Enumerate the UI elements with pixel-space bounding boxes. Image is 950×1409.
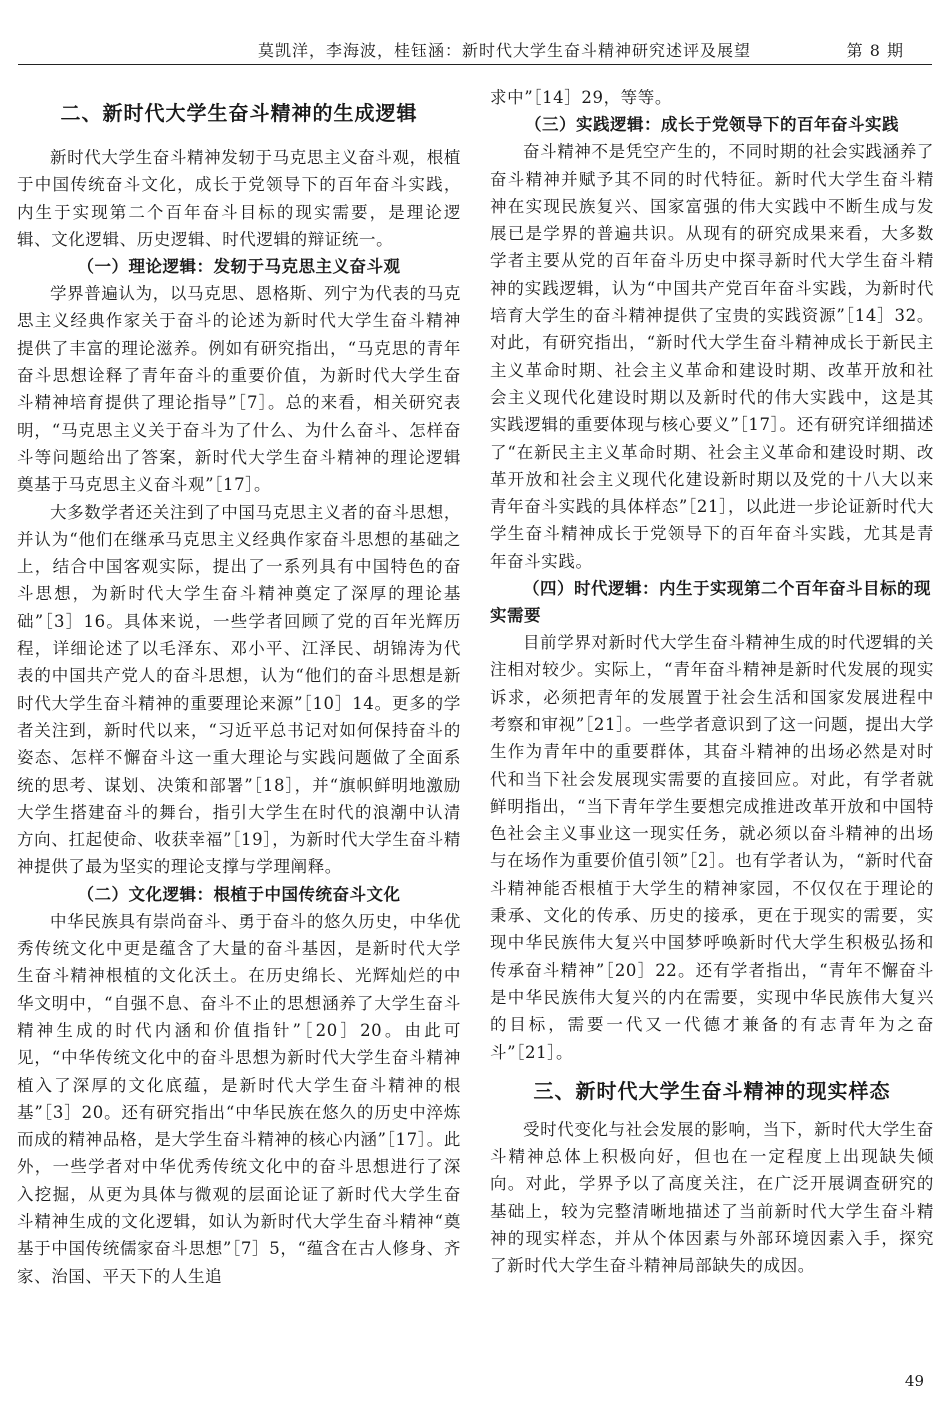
paragraph-6: 受时代变化与社会发展的影响，当下，新时代大学生奋斗精神总体上积极向好，但也在一定程度上出现缺失倾向。对此，学界予以了高度关注，在广泛开展调查研究的基础上，较为完整清晰地描述了当前新时代大学生奋斗精神的现实样态，并从个体因素与外部环境因素入手，探究了新时代大学生奋斗精神局部缺失的成因。	[490, 1119, 934, 1276]
running-title: 莫凯洋，李海波，桂钰涵：新时代大学生奋斗精神研究述评及展望	[258, 41, 752, 60]
right-column	[490, 84, 934, 1280]
paragraph-2: 大多数学者还关注到了中国马克思主义者的奋斗思想，并认为“他们在继承马克思主义经典作家奋斗思想的基础之上，结合中国客观实际，提出了一系列具有中国特色的奋斗思想，为新时代大学生奋斗精神奠定了深厚的理论基础”［3］16。具体来说，一些学者回顾了党的百年光辉历程，详细论述了以毛泽东、邓小平、江泽民、胡锦涛为代表的中国共产党人的奋斗思想，认为“他们的奋斗思想是新时代大学生奋斗精神的重要理论来源”［10］14。更多的学者关注到，新时代以来，“习近平总书记对如何保持奋斗的姿态、怎样不懈奋斗这一重大理论与实践问题做了全面系统的思考、谋划、决策和部署”［18］，并“旗帜鲜明地激励大学生搭建奋斗的舞台，指引大学生在时代的浪潮中认清方向、扛起使命、收获幸福”［19］，为新时代大学生奋斗精神提供了最为坚实的理论支撑与学理阐释。	[17, 502, 461, 877]
paragraph-intro: 新时代大学生奋斗精神发轫于马克思主义奋斗观，根植于中国传统奋斗文化，成长于党领导下的百年奋斗实践，内生于实现第二个百年奋斗目标的现实需要，是理论逻辑、文化逻辑、历史逻辑、时代逻辑的辩证统一。	[17, 148, 461, 249]
subsection-title-2: （二）文化逻辑：根植于中国传统奋斗文化	[77, 884, 401, 904]
subsection-title-1: （一）理论逻辑：发轫于马克思主义奋斗观	[77, 257, 401, 277]
subsection-title-4: （四）时代逻辑：内生于实现第二个百年奋斗目标的现实需要	[490, 579, 931, 626]
page-number: 49	[904, 1372, 924, 1390]
paragraph-3: 中华民族具有崇尚奋斗、勇于奋斗的悠久历史，中华优秀传统文化中更是蕴含了大量的奋斗基因，是新时代大学生奋斗精神根植的文化沃土。在历史绵长、光辉灿烂的中华文明中，“自强不息、奋斗不止的思想涵养了大学生奋斗精神生成的时代内涵和价值指针”［20］20。由此可见，“中华传统文化中的奋斗思想为新时代大学生奋斗精神植入了深厚的文化底蕴，是新时代大学生奋斗精神的根基”［3］20。还有研究指出“中华民族在悠久的历史中淬炼而成的精神品格，是大学生奋斗精神的核心内涵”［17］。此外，一些学者对中华优秀传统文化中的奋斗思想进行了深入挖掘，从更为具体与微观的层面论证了新时代大学生奋斗精神生成的文化逻辑，如认为新时代大学生奋斗精神“奠基于中国传统儒家奋斗思想”［7］5，“蕴含在古人修身、齐家、治国、平天下的人生追	[17, 911, 461, 1286]
running-header	[18, 30, 932, 65]
subsection-title-3: （三）实践逻辑：成长于党领导下的百年奋斗实践	[525, 115, 899, 135]
section-title-2: 二、新时代大学生奋斗精神的生成逻辑	[60, 101, 418, 125]
section-title-3: 三、新时代大学生奋斗精神的现实样态	[533, 1078, 891, 1103]
paragraph-continued: 求中”［14］29，等等。	[490, 88, 672, 107]
paragraph-5: 目前学界对新时代大学生奋斗精神生成的时代逻辑的关注相对较少。实际上，“青年奋斗精神是新时代发展的现实诉求，必须把青年的发展置于社会生活和国家发展进程中考察和审视”［21］。一些学者意识到了这一问题，提出大学生作为青年中的重要群体，其奋斗精神的出场必然是对时代和当下社会发展现实需要的直接回应。对此，有学者就鲜明指出，“当下青年学生要想完成推进改革开放和中国特色社会主义事业这一现实任务，就必须以奋斗精神的出场与在场作为重要价值引领”［2］。也有学者认为，“新时代奋斗精神能否根植于大学生的精神家园，不仅仅在于理论的秉承、文化的传承、历史的接承，更在于现实的需要，实现中华民族伟大复兴中国梦呼唤新时代大学生积极弘扬和传承奋斗精神”［20］22。还有学者指出，“青年不懈奋斗是中华民族伟大复兴的内在需要，实现中华民族伟大复兴的目标，需要一代又一代德才兼备的有志青年为之奋斗”［21］。	[490, 633, 934, 1062]
paragraph-4: 奋斗精神不是凭空产生的，不同时期的社会实践涵养了奋斗精神并赋予其不同的时代特征。新时代大学生奋斗精神在实现民族复兴、国家富强的伟大实践中不断生成与发展已是学界的普遍共识。从现有的研究成果来看，大多数学者主要从党的百年奋斗历史中探寻新时代大学生奋斗精神的实践逻辑，认为“中国共产党百年奋斗实践，为新时代培育大学生的奋斗精神提供了宝贵的实践资源”［14］32。对此，有研究指出，“新时代大学生奋斗精神成长于新民主主义革命时期、社会主义革命和建设时期、改革开放和社会主义现代化建设时期以及新时代的伟大实践中，这是其实践逻辑的重要体现与核心要义”［17］。还有研究详细描述了“在新民主主义革命时期、社会主义革命和建设时期、改革开放和社会主义现代化建设新时期以及党的十八大以来青年奋斗实践的具体样态”［21］，以此进一步论证新时代大学生奋斗精神成长于党领导下的百年奋斗实践，尤其是青年奋斗实践。	[490, 142, 934, 571]
left-column	[17, 84, 461, 1290]
paragraph-1: 学界普遍认为，以马克思、恩格斯、列宁为代表的马克思主义经典作家关于奋斗的论述为新时代大学生奋斗精神提供了丰富的理论滋养。例如有研究指出，“马克思的青年奋斗思想诠释了青年奋斗的重要价值，为新时代大学生奋斗精神培育提供了理论指导”［7］。总的来看，相关研究表明，“马克思主义关于奋斗为了什么、为什么奋斗、怎样奋斗等问题给出了答案，新时代大学生奋斗精神的理论逻辑奠基于马克思主义奋斗观”［17］。	[17, 284, 461, 495]
issue-number: 第 8 期	[846, 41, 904, 60]
